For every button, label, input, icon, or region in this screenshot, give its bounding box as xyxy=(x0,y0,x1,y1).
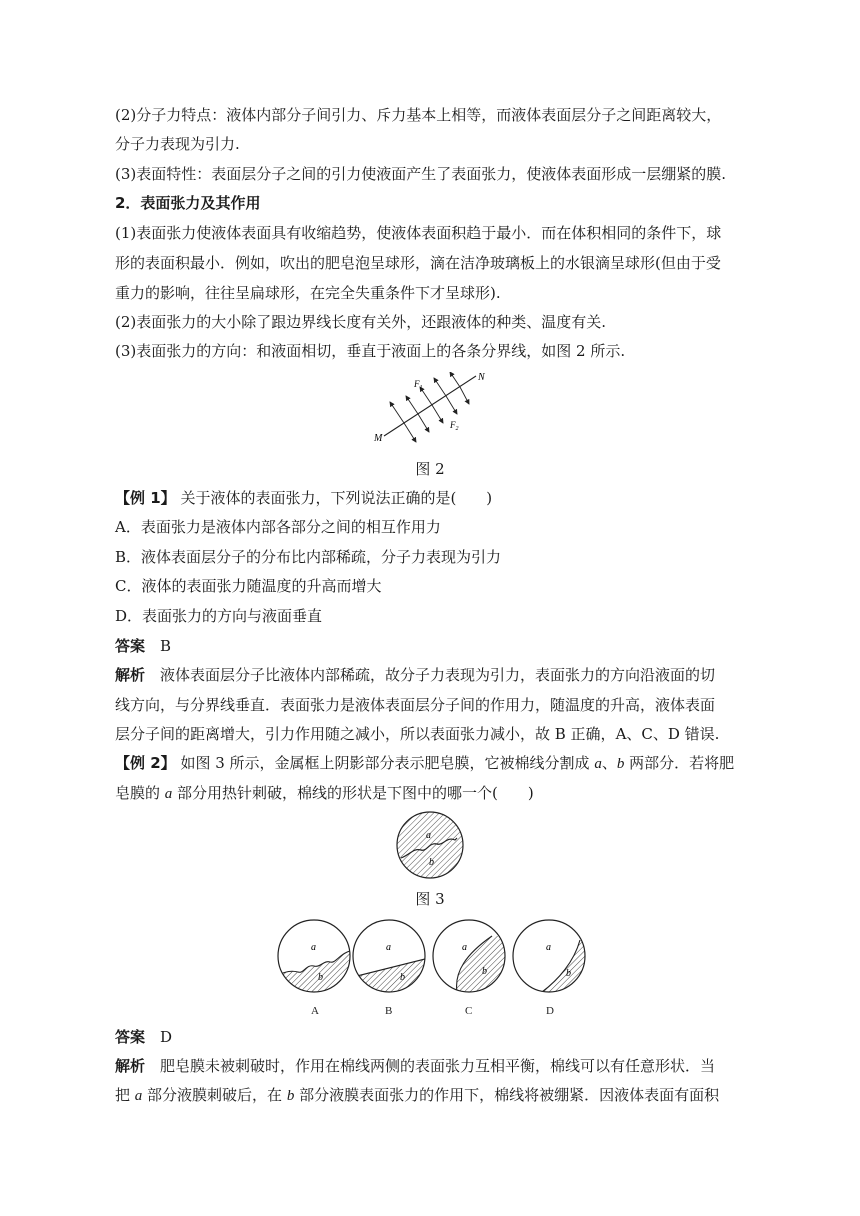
svg-text:b: b xyxy=(318,972,323,983)
svg-text:a: a xyxy=(311,942,316,953)
answer-value: D xyxy=(160,1028,173,1046)
option-figure-c xyxy=(433,920,514,1006)
figure-3-soap-film xyxy=(393,808,467,882)
option-a: A．表面张力是液体内部各部分之间的相互作用力 xyxy=(115,518,441,536)
example-1-question xyxy=(115,487,492,509)
text-line: (2)表面张力的大小除了跟边界线长度有关外，还跟液体的种类、温度有关. xyxy=(115,313,607,331)
option-c: C．液体的表面张力随温度的升高而增大 xyxy=(115,577,382,595)
option-figure-b xyxy=(349,920,429,1006)
option-d: D．表面张力的方向与液面垂直 xyxy=(115,607,323,625)
example-1-answer xyxy=(115,635,171,657)
svg-text:b: b xyxy=(482,966,487,977)
option-label-c: C xyxy=(465,1005,473,1017)
example-1-analysis-line: 线方向，与分界线垂直．表面张力是液体表面层分子间的作用力，随温度的升高，液体表面 xyxy=(115,696,716,714)
example-1-analysis-line: 解析 液体表面层分子比液体内部稀疏，故分子力表现为引力，表面张力的方向沿液面的切 xyxy=(115,666,716,684)
label-F1: $F_1$ xyxy=(414,379,423,391)
svg-text:b: b xyxy=(400,972,405,983)
example-2-question-line: 【例 2】 如图 3 所示，金属框上阴影部分表示肥皂膜，它被棉线分割成 a、b 两部分．若将肥 xyxy=(115,754,735,772)
example-2-tag: 【例 2】 xyxy=(115,754,176,772)
section-heading: 2．表面张力及其作用 xyxy=(115,194,261,212)
figure-2-caption: 图 2 xyxy=(415,460,445,478)
svg-text:a: a xyxy=(462,942,467,953)
option-figure-a xyxy=(274,920,354,1006)
figure-2-surface-tension xyxy=(370,372,500,452)
figure-3-caption: 图 3 xyxy=(415,890,445,908)
example-1-analysis-line: 层分子间的距离增大，引力作用随之减小，所以表面张力减小，故 B 正确，A、C、D 错误. xyxy=(115,725,720,743)
label-M: M xyxy=(374,433,383,444)
question-text: 关于液体的表面张力，下列说法正确的是( ) xyxy=(180,489,493,507)
analysis-label: 解析 xyxy=(115,1057,146,1075)
region-b-label: b xyxy=(429,857,434,868)
label-F2: $F_2$ xyxy=(450,420,459,432)
text-line: 重力的影响，往往呈扁球形，在完全失重条件下才呈球形). xyxy=(115,284,501,302)
analysis-label: 解析 xyxy=(115,666,146,684)
svg-text:a: a xyxy=(546,942,551,953)
region-a-label: a xyxy=(426,830,431,841)
text-line: (3)表面张力的方向：和液面相切，垂直于液面上的各条分界线，如图 2 所示. xyxy=(115,342,626,360)
text-line: 分子力表现为引力. xyxy=(115,135,240,153)
text-line: (3)表面特性：表面层分子之间的引力使液面产生了表面张力，使液体表面形成一层绷紧的膜. xyxy=(115,165,727,183)
option-label-b: B xyxy=(385,1005,393,1017)
option-figures xyxy=(274,916,594,1020)
svg-text:b: b xyxy=(566,968,571,979)
svg-text:a: a xyxy=(386,942,391,953)
example-1-tag: 【例 1】 xyxy=(115,489,176,507)
label-N: N xyxy=(478,372,485,383)
answer-label: 答案 xyxy=(115,1028,146,1046)
option-figure-d xyxy=(513,920,594,1006)
text-line: (2)分子力特点：液体内部分子间引力、斥力基本上相等，而液体表面层分子之间距离较大， xyxy=(115,106,722,124)
example-2-question-line: 皂膜的 a 部分用热针刺破，棉线的形状是下图中的哪一个( ) xyxy=(115,784,534,802)
answer-label: 答案 xyxy=(115,637,146,655)
option-label-d: D xyxy=(546,1005,554,1017)
option-b: B．液体表面层分子的分布比内部稀疏，分子力表现为引力 xyxy=(115,548,502,566)
example-2-analysis-line: 解析 肥皂膜未被刺破时，作用在棉线两侧的表面张力互相平衡，棉线可以有任意形状．当 xyxy=(115,1057,716,1075)
example-2-analysis-line: 把 a 部分液膜刺破后，在 b 部分液膜表面张力的作用下，棉线将被绷紧．因液体表面有面积 xyxy=(115,1086,720,1104)
option-label-a: A xyxy=(311,1005,319,1017)
liquid-surface-line xyxy=(384,376,476,436)
example-2-answer xyxy=(115,1026,172,1048)
text-line: 形的表面积最小．例如，吹出的肥皂泡呈球形，滴在洁净玻璃板上的水银滴呈球形(但由于受 xyxy=(115,254,721,272)
text-line: (1)表面张力使液体表面具有收缩趋势，使液体表面积趋于最小．而在体积相同的条件下，球 xyxy=(115,224,722,242)
answer-value: B xyxy=(160,637,172,655)
